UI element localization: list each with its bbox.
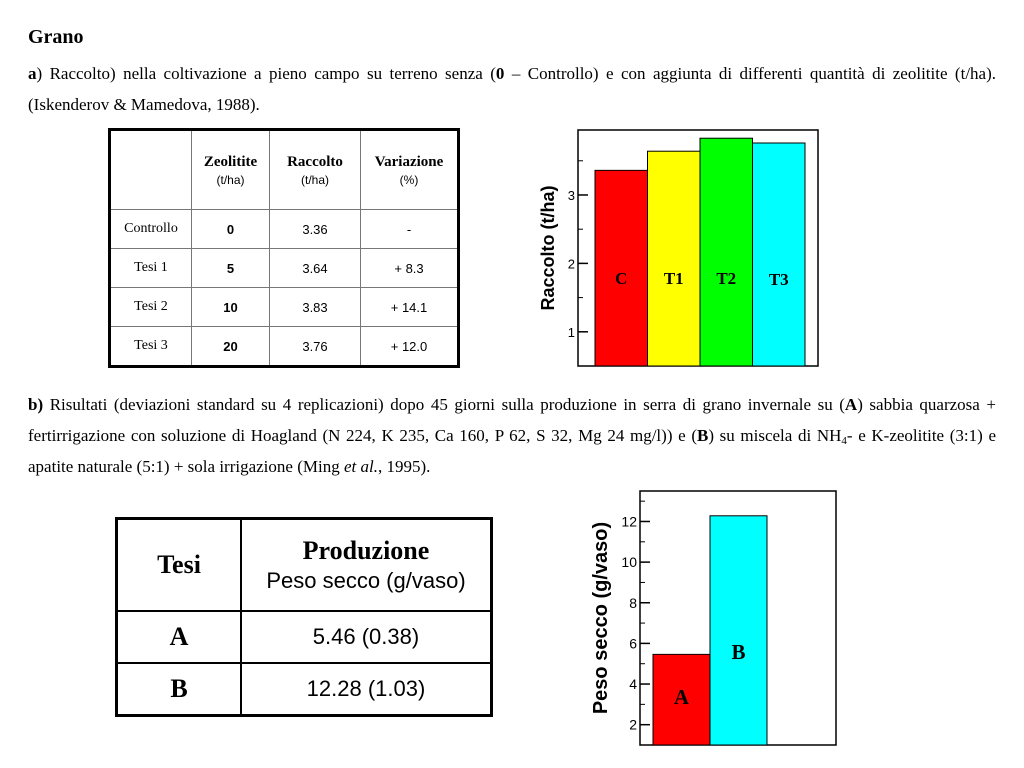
paragraph-b-bold-a: A <box>844 395 858 414</box>
row-label: Tesi 3 <box>110 327 192 367</box>
cell-raccolto: 3.76 <box>270 327 361 367</box>
paragraph-a-label: a <box>28 64 37 83</box>
cell-variazione: - <box>361 210 459 249</box>
paragraph-b-text-3: ) su miscela di NH <box>708 426 842 445</box>
bar-label: A <box>673 685 690 709</box>
cell-raccolto: 3.83 <box>270 288 361 327</box>
header-main: Variazione <box>374 153 444 170</box>
page-title: Grano <box>28 26 84 48</box>
bar-label: T2 <box>716 269 737 288</box>
cell-raccolto: 3.36 <box>270 210 361 249</box>
paragraph-b-subscript: 4 <box>841 435 847 447</box>
row-label: Controllo <box>110 210 192 249</box>
table-header-produzione <box>241 519 492 612</box>
table-row <box>110 327 459 367</box>
chart-raccolto <box>520 118 830 380</box>
y-tick-label: 12 <box>621 513 637 530</box>
paragraph-b-text-4: - e K-zeolitite (3:1) e apatite naturale (5:1) + sola irrigazione (Ming <box>28 426 996 476</box>
paragraph-b-bold-b: B <box>696 426 709 445</box>
cell-variazione: + 12.0 <box>361 327 459 367</box>
bar <box>700 138 753 366</box>
y-tick-label: 6 <box>629 635 637 652</box>
header-sub: (t/ha) <box>300 172 329 187</box>
header-sub: (%) <box>399 172 419 187</box>
paragraph-b-label: b) <box>28 395 44 414</box>
y-axis-label: Raccolto (t/ha) <box>538 185 558 311</box>
bar <box>753 143 806 366</box>
table-header-row <box>117 519 492 612</box>
bar <box>648 151 701 366</box>
y-tick-label: 2 <box>629 716 637 733</box>
table-row <box>110 249 459 288</box>
table-header-zeolitite <box>192 130 270 210</box>
y-tick-label: 4 <box>629 676 637 693</box>
table-row <box>117 611 492 663</box>
cell-value: 12.28 (1.03) <box>241 663 492 716</box>
table-row <box>110 210 459 249</box>
row-label: B <box>117 663 242 716</box>
cell-zeolitite: 0 <box>192 210 270 249</box>
table-row <box>110 288 459 327</box>
bar-label: T3 <box>768 270 789 289</box>
cell-raccolto: 3.64 <box>270 249 361 288</box>
row-label: Tesi 1 <box>110 249 192 288</box>
paragraph-b-text-5: , 1995). <box>377 457 431 476</box>
header-main: Raccolto <box>287 153 343 170</box>
bar-label: C <box>615 269 628 288</box>
header-sub: (t/ha) <box>216 172 245 187</box>
header-main: Tesi <box>157 550 201 579</box>
table-raccolto <box>108 128 460 368</box>
y-tick-label: 2 <box>567 256 575 272</box>
cell-variazione: + 14.1 <box>361 288 459 327</box>
y-tick-label: 8 <box>629 594 637 611</box>
paragraph-a-bold-zero: 0 <box>495 64 505 83</box>
paragraph-b-text-2: ) sabbia quarzosa + fertirrigazione con soluzione di Hoagland (N 224, K 235, Ca 160, P 62, S 32, Mg 24 mg/l)) e ( <box>28 395 996 445</box>
cell-zeolitite: 5 <box>192 249 270 288</box>
table-header-cell <box>110 130 192 210</box>
chart-peso-secco <box>580 483 840 763</box>
table-header-variazione <box>361 130 459 210</box>
paragraph-b-etal: et al. <box>343 457 378 476</box>
y-tick-label: 10 <box>621 554 637 571</box>
paragraph-b <box>28 389 996 482</box>
paragraph-a-text-1: ) Raccolto) nella coltivazione a pieno campo su terreno senza ( <box>36 64 496 83</box>
cell-zeolitite: 20 <box>192 327 270 367</box>
bar <box>710 516 767 745</box>
header-main: Zeolitite <box>203 153 258 170</box>
y-axis-label: Peso secco (g/vaso) <box>590 521 612 715</box>
row-label: A <box>117 611 242 663</box>
paragraph-a-text-2: – Controllo) e con aggiunta di differenti quantità di zeolitite (t/ha). (Iskenderov & Mamedova, 1988). <box>28 64 996 114</box>
y-tick-label: 3 <box>567 187 575 203</box>
bar-label: B <box>731 640 746 664</box>
table-header-raccolto <box>270 130 361 210</box>
header-main: Produzione <box>302 536 430 565</box>
paragraph-a <box>28 58 996 120</box>
y-tick-label: 1 <box>567 324 575 340</box>
table-produzione <box>115 517 493 717</box>
header-sub: Peso secco (g/vaso) <box>266 568 466 593</box>
row-label: Tesi 2 <box>110 288 192 327</box>
bar-label: T1 <box>663 269 684 288</box>
cell-variazione: + 8.3 <box>361 249 459 288</box>
table-header-row <box>110 130 459 210</box>
table-row <box>117 663 492 716</box>
cell-zeolitite: 10 <box>192 288 270 327</box>
cell-value: 5.46 (0.38) <box>241 611 492 663</box>
table-header-tesi <box>117 519 242 612</box>
paragraph-b-text-1: Risultati (deviazioni standard su 4 replicazioni) dopo 45 giorni sulla produzione in serra di grano invernale su ( <box>43 395 845 414</box>
